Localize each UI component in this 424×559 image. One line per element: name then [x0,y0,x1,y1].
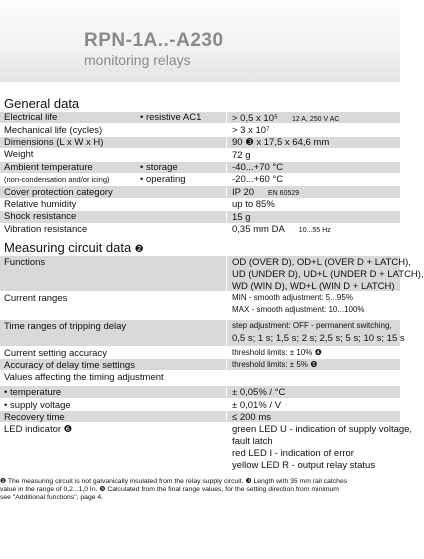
table-row [0,211,400,223]
row-value-line: 0,5 s; 1 s; 1,5 s; 2 s; 2,5 s; 5 s; 10 s; 15 s [232,333,405,344]
value-text: 72 g [232,149,251,161]
footnote-line: ❷ The measuring circuit is not galvanically insulated from the relay supply circuit. ❸ Length with 35 mm rail catches [0,478,348,485]
row-value-cell [226,256,424,292]
row-value-line: fault latch [232,436,273,447]
value-text: > 3 x 10⁷ [232,124,270,136]
row-value-line: red LED I - indication of error [232,448,354,459]
value-text: 15 g [232,211,251,223]
row-value-cell [226,112,401,123]
table-row [0,112,400,124]
row-value-cell [226,347,401,358]
value-text: 0,35 mm DA [232,224,285,236]
row-label: Recovery time [4,412,65,423]
section-heading-measuring: Measuring circuit data ❷ [4,240,144,255]
table-row [0,371,400,386]
row-value [232,224,331,235]
table-row [0,224,400,236]
table-row [0,174,400,186]
row-value-cell [226,186,401,197]
row-value-line: green LED U - indication of supply voltage, [232,424,413,435]
row-label: Shock resistance [4,211,77,223]
row-value [232,199,275,210]
row-value-line: step adjustment: OFF - permanent switching, [232,321,392,330]
row-label: (non-condensation and/or icing) [4,175,110,185]
row-label: Vibration resistance [4,223,88,235]
table-row [0,292,400,320]
footnote-line: see "Additional functions", page 4. [0,494,104,501]
row-label: Time ranges of tripping delay [4,321,127,332]
value-text: IP 20 [232,186,255,198]
table-row [0,137,400,149]
row-label: Weight [4,149,34,161]
table-row [0,347,400,359]
value-text: -40...+70 °C [232,162,284,174]
row-value-cell [226,292,401,319]
row-value-cell [226,399,401,410]
table-row [0,199,400,211]
table-row [0,359,400,371]
row-value-line: MIN - smooth adjustment: 5...95% [232,293,353,302]
row-value-cell [226,199,401,210]
row-value-line: ± 0,01% / V [232,400,282,411]
row-value-cell [226,149,401,160]
row-value-cell [226,411,401,422]
row-label: Electrical life [4,112,58,124]
row-value-line: UD (UNDER D), UD+L (UNDER D + LATCH), [232,269,424,280]
table-row [0,386,400,399]
table-row [0,320,405,347]
row-label: Functions [4,257,46,268]
value-text: -20...+60 °C [232,174,284,186]
row-value [232,137,329,148]
row-label: Current ranges [4,293,68,304]
row-sublabel: • resistive AC1 [140,112,202,124]
row-value-cell [226,320,405,346]
table-row [0,256,424,292]
measuring-circuit-table [0,256,424,473]
row-value-cell [226,162,401,173]
row-value-cell [226,224,401,235]
general-data-table [0,112,400,236]
row-value [232,113,339,124]
table-row [0,423,413,473]
row-value-line: yellow LED R - output relay status [232,460,376,471]
row-value-line: ≤ 200 ms [232,412,272,423]
row-label: Mechanical life (cycles) [4,124,103,136]
row-value-cell [226,359,401,370]
row-sublabel: • storage [140,161,178,173]
table-row [0,162,400,174]
row-value-line: MAX - smooth adjustment: 10...100% [232,305,365,314]
row-value [232,125,270,136]
row-value [232,162,283,173]
row-value-line: ± 0,05% / °C [232,387,286,398]
value-note: 12 A, 250 V AC [291,115,340,123]
row-label: Relative humidity [4,198,77,210]
row-value-line: WD (WIN D), WD+L (WIN D + LATCH) [232,281,395,292]
row-label: Cover protection category [4,186,113,198]
row-label: LED indicator ❻ [4,424,73,435]
section-heading-general: General data [4,96,80,111]
value-note: EN 60529 [268,189,300,197]
value-text: up to 85% [232,199,275,211]
table-row [0,399,400,411]
row-value [232,187,299,198]
row-value-cell [226,124,401,135]
row-label: Values affecting the timing adjustment [4,372,164,383]
row-label: Accuracy of delay time settings [4,360,135,371]
row-label: Ambient temperature [4,161,93,173]
page-header [0,0,400,82]
row-value-cell [226,386,401,398]
row-value-cell [226,211,401,222]
table-row [0,186,400,198]
value-text: > 0,5 x 10⁵ [232,112,278,124]
footnotes [0,478,400,502]
row-value-line: OD (OVER D), OD+L (OVER D + LATCH), [232,257,411,268]
row-value-cell [226,137,401,148]
row-value-cell [226,423,413,472]
row-label: • supply voltage [4,400,71,411]
row-value-cell [226,174,401,185]
row-value [232,174,283,185]
value-note: 10...55 Hz [298,227,331,235]
row-value-line: threshold limits: ± 5% ❺ [232,360,318,369]
row-value [232,150,251,161]
row-value-line: threshold limits: ± 10% ❹ [232,348,322,357]
footnote-2-icon: ❷ [134,244,144,255]
product-title: RPN-1A..-A230 [84,30,224,51]
row-sublabel: • operating [140,174,186,186]
row-label: • temperature [4,387,62,398]
table-row [0,149,400,161]
table-row [0,124,400,136]
row-value-cell [226,371,401,385]
footnote-line: value in the range of 0,2...1,0 In. ❺ Calculated from the final range values, for the setting direction from minimum [0,486,339,493]
value-text: 90 ❸ x 17,5 x 64,6 mm [232,137,330,149]
row-label: Current setting accuracy [4,348,107,359]
row-value [232,212,251,223]
table-row [0,411,400,423]
row-label: Dimensions (L x W x H) [4,136,104,148]
product-subtitle: monitoring relays [84,52,191,68]
